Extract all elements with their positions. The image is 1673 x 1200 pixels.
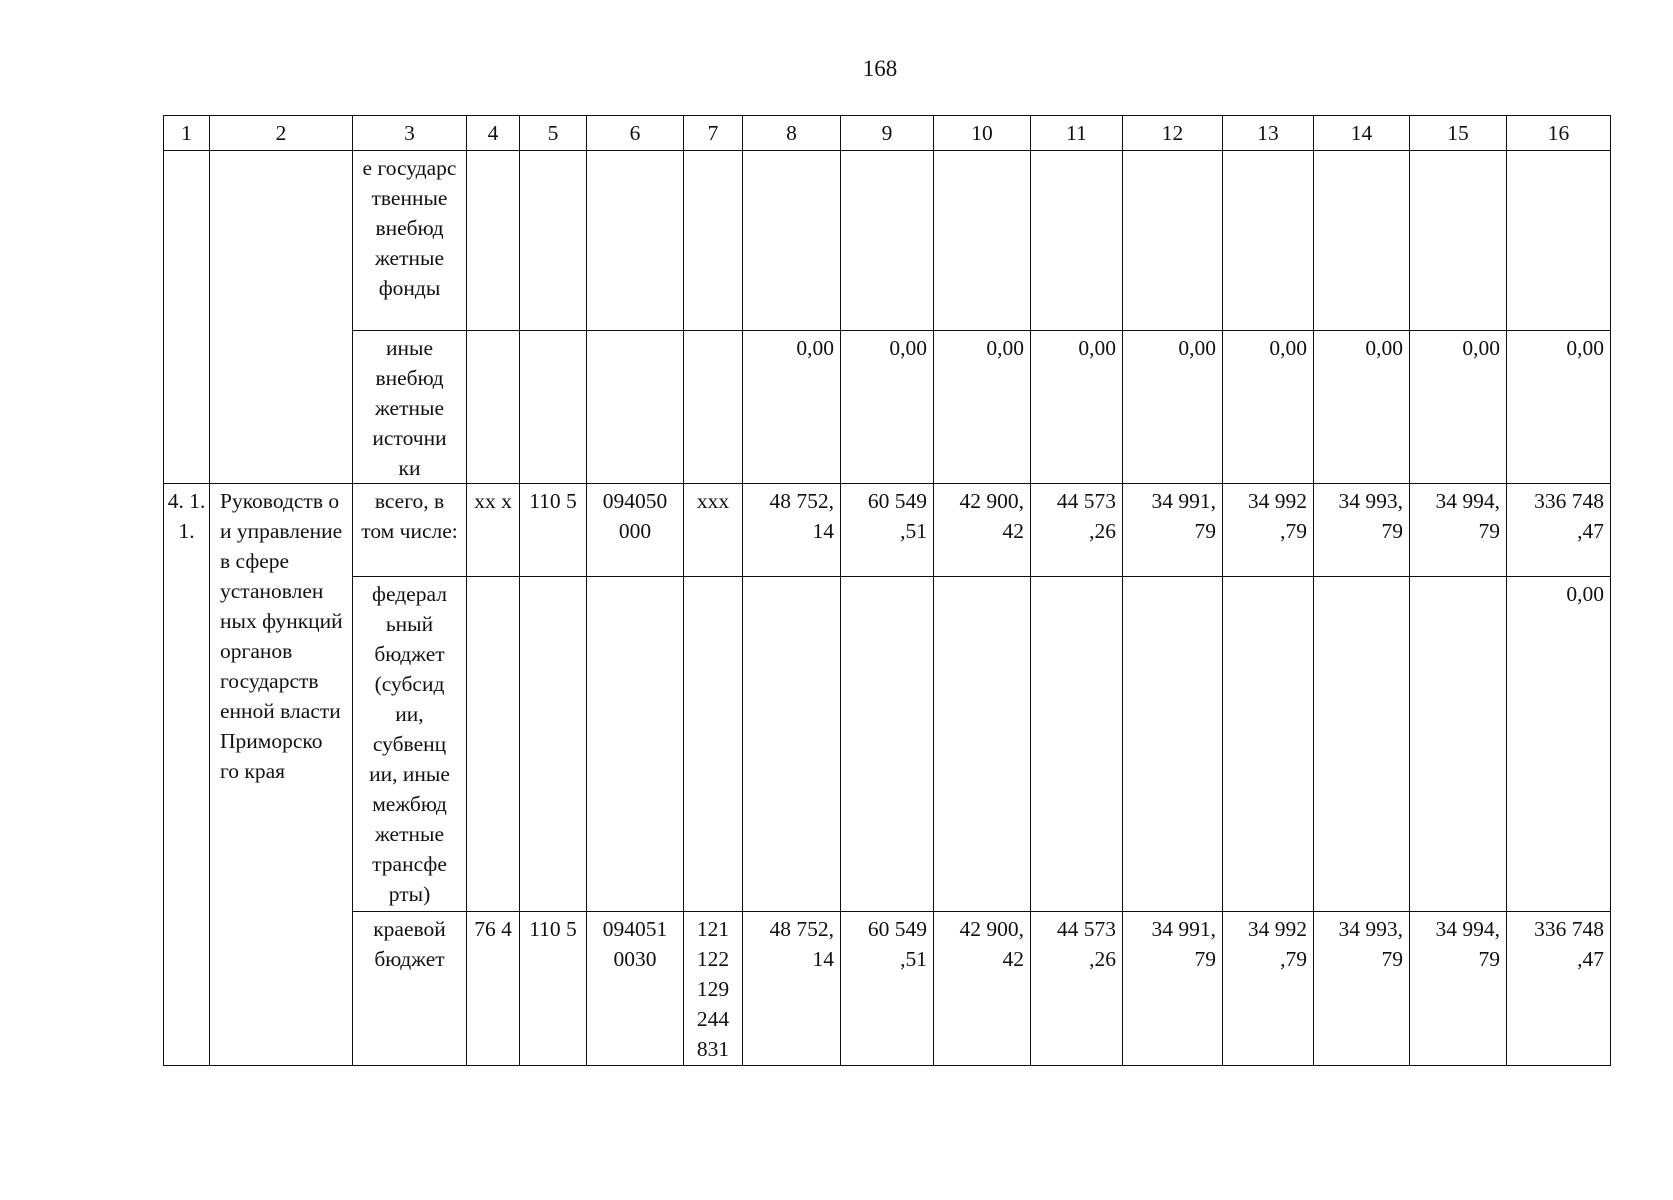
table-cell [1410, 577, 1507, 912]
code-cell: ххх [684, 484, 743, 577]
code-cell: хх х [467, 484, 520, 577]
header-cell: 9 [841, 116, 934, 151]
value-cell: 0,00 [743, 331, 841, 484]
table-cell [1031, 577, 1123, 912]
table-cell [587, 151, 684, 331]
header-cell: 3 [353, 116, 467, 151]
value-cell: 0,00 [934, 331, 1031, 484]
funding-source-cell: иные внебюд жетные источни ки [353, 331, 467, 484]
table-header-row [164, 116, 1611, 151]
header-cell: 10 [934, 116, 1031, 151]
value-cell: 34 994, 79 [1410, 912, 1507, 1066]
table-cell [1223, 577, 1314, 912]
table-cell [1123, 151, 1223, 331]
code-cell: 094051 0030 [587, 912, 684, 1066]
value-cell: 44 573 ,26 [1031, 484, 1123, 577]
item-name-cell: Руководств о и управление в сфере установлен ных функций органов государств енной власти Приморско го края [210, 484, 353, 1066]
table-cell [1410, 151, 1507, 331]
header-cell: 16 [1507, 116, 1611, 151]
table-cell [743, 151, 841, 331]
table-cell [934, 151, 1031, 331]
header-cell: 14 [1314, 116, 1410, 151]
table-cell [841, 577, 934, 912]
code-cell: 110 5 [520, 484, 587, 577]
value-cell: 0,00 [1507, 331, 1611, 484]
value-cell: 60 549 ,51 [841, 484, 934, 577]
table-row [164, 577, 1611, 912]
value-cell: 34 993, 79 [1314, 912, 1410, 1066]
code-cell: 094050 000 [587, 484, 684, 577]
value-cell: 0,00 [1314, 331, 1410, 484]
value-cell: 34 994, 79 [1410, 484, 1507, 577]
funding-source-cell: краевой бюджет [353, 912, 467, 1066]
table-cell [743, 577, 841, 912]
value-cell: 42 900, 42 [934, 484, 1031, 577]
table-cell [520, 331, 587, 484]
table-cell [1223, 151, 1314, 331]
table-cell [1507, 151, 1611, 331]
page-number: 168 [862, 56, 898, 81]
header-cell: 13 [1223, 116, 1314, 151]
value-cell: 0,00 [1507, 577, 1611, 912]
code-cell: 110 5 [520, 912, 587, 1066]
table-cell [684, 151, 743, 331]
value-cell: 48 752, 14 [743, 484, 841, 577]
table-cell [210, 151, 353, 484]
table-cell [587, 331, 684, 484]
value-cell: 336 748 ,47 [1507, 484, 1611, 577]
value-cell: 34 992 ,79 [1223, 912, 1314, 1066]
value-cell: 44 573 ,26 [1031, 912, 1123, 1066]
value-cell: 60 549 ,51 [841, 912, 934, 1066]
value-cell: 0,00 [1410, 331, 1507, 484]
table-cell [1031, 151, 1123, 331]
table-row [164, 912, 1611, 1066]
code-cell: 76 4 [467, 912, 520, 1066]
table-cell [684, 331, 743, 484]
header-cell: 11 [1031, 116, 1123, 151]
value-cell: 0,00 [1031, 331, 1123, 484]
value-cell: 48 752, 14 [743, 912, 841, 1066]
header-cell: 4 [467, 116, 520, 151]
item-number-cell: 4. 1. 1. [164, 484, 210, 1066]
value-cell: 0,00 [1123, 331, 1223, 484]
value-cell: 34 991, 79 [1123, 484, 1223, 577]
value-cell: 336 748 ,47 [1507, 912, 1611, 1066]
value-cell: 34 993, 79 [1314, 484, 1410, 577]
value-cell: 42 900, 42 [934, 912, 1031, 1066]
table-cell [1314, 151, 1410, 331]
table-cell [467, 577, 520, 912]
value-cell: 0,00 [1223, 331, 1314, 484]
value-cell: 0,00 [841, 331, 934, 484]
code-cell: 121 122 129 244 831 [684, 912, 743, 1066]
table-cell [934, 577, 1031, 912]
funding-source-cell: е государс твенные внебюд жетные фонды [353, 151, 467, 331]
table-row [164, 331, 1611, 484]
header-cell: 8 [743, 116, 841, 151]
header-cell: 5 [520, 116, 587, 151]
value-cell: 34 991, 79 [1123, 912, 1223, 1066]
header-cell: 15 [1410, 116, 1507, 151]
table-cell [841, 151, 934, 331]
table-cell [520, 151, 587, 331]
header-cell: 1 [164, 116, 210, 151]
table-cell [520, 577, 587, 912]
table-cell [164, 151, 210, 484]
budget-table [163, 115, 1611, 1066]
table-cell [587, 577, 684, 912]
header-cell: 7 [684, 116, 743, 151]
table-row [164, 484, 1611, 577]
table-row [164, 151, 1611, 331]
table-cell [684, 577, 743, 912]
table-cell [1123, 577, 1223, 912]
funding-source-cell: федерал ьный бюджет (субсид ии, субвенц ии, иные межбюд жетные трансфе рты) [353, 577, 467, 912]
header-cell: 2 [210, 116, 353, 151]
table-cell [1314, 577, 1410, 912]
funding-source-cell: всего, в том числе: [353, 484, 467, 577]
header-cell: 6 [587, 116, 684, 151]
header-cell: 12 [1123, 116, 1223, 151]
table-cell [467, 331, 520, 484]
table-cell [467, 151, 520, 331]
value-cell: 34 992 ,79 [1223, 484, 1314, 577]
